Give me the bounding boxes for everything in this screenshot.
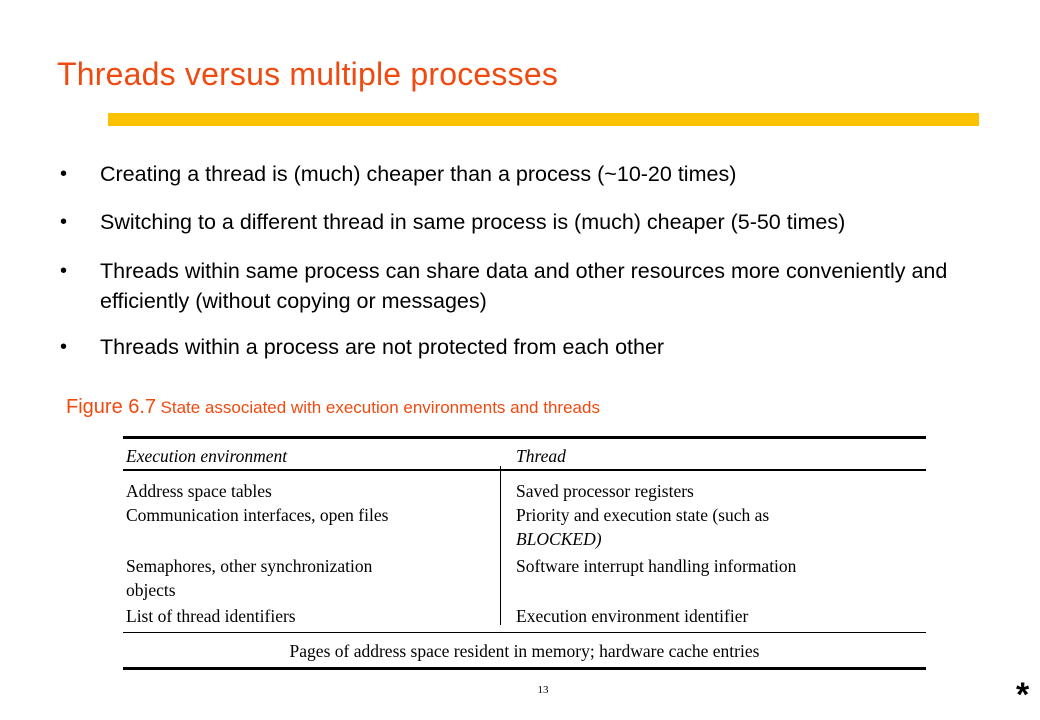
header-rule xyxy=(123,469,926,471)
bullet-item xyxy=(60,256,1035,316)
bullet-item xyxy=(60,332,1035,362)
figure-caption xyxy=(66,396,600,419)
table-cell: Semaphores, other synchronization xyxy=(126,556,373,576)
header-execution-environment: Execution environment xyxy=(126,446,288,466)
title-underline-bar xyxy=(108,113,979,126)
column-divider xyxy=(500,466,501,625)
table-cell: Software interrupt handling information xyxy=(516,556,797,576)
table-cell: Address space tables xyxy=(126,481,272,501)
bullet-text: Switching to a different thread in same process is (much) cheaper (5-50 times) xyxy=(100,210,846,234)
bullet-icon: • xyxy=(60,163,68,185)
table-cell: Execution environment identifier xyxy=(516,606,749,626)
bullet-text: Creating a thread is (much) cheaper than a process (~10-20 times) xyxy=(100,162,737,186)
page-number: 13 xyxy=(537,684,549,696)
shared-state-row: Pages of address space resident in memory; hardware cache entries xyxy=(289,641,760,661)
bullet-item xyxy=(60,207,1035,237)
table-cell: Priority and execution state (such as xyxy=(516,505,770,525)
table-bottom-rule xyxy=(123,667,926,670)
bullet-icon: • xyxy=(60,211,68,233)
table-cell: Saved processor registers xyxy=(516,481,694,501)
bullet-text: Threads within same process can share data and other resources more conveniently and efficiently (without copying or messages) xyxy=(100,259,948,313)
state-table xyxy=(123,436,926,670)
shared-row-rule xyxy=(123,632,926,633)
figure-description: State associated with execution environments and threads xyxy=(160,398,600,417)
slide-title: Threads versus multiple processes xyxy=(57,56,559,92)
bullet-text: Threads within a process are not protected from each other xyxy=(100,335,665,359)
table-cell: Communication interfaces, open files xyxy=(126,505,389,525)
table-cell: objects xyxy=(126,580,176,600)
bullet-icon: • xyxy=(60,260,68,282)
footer-marker: * xyxy=(1016,676,1030,714)
header-thread: Thread xyxy=(516,446,566,466)
figure-number: Figure 6.7 xyxy=(66,396,157,418)
table-top-rule xyxy=(123,436,926,439)
table-cell: BLOCKED) xyxy=(516,529,602,549)
table-cell: List of thread identifiers xyxy=(126,606,296,626)
bullet-icon: • xyxy=(60,336,68,358)
bullet-item xyxy=(60,159,1035,189)
